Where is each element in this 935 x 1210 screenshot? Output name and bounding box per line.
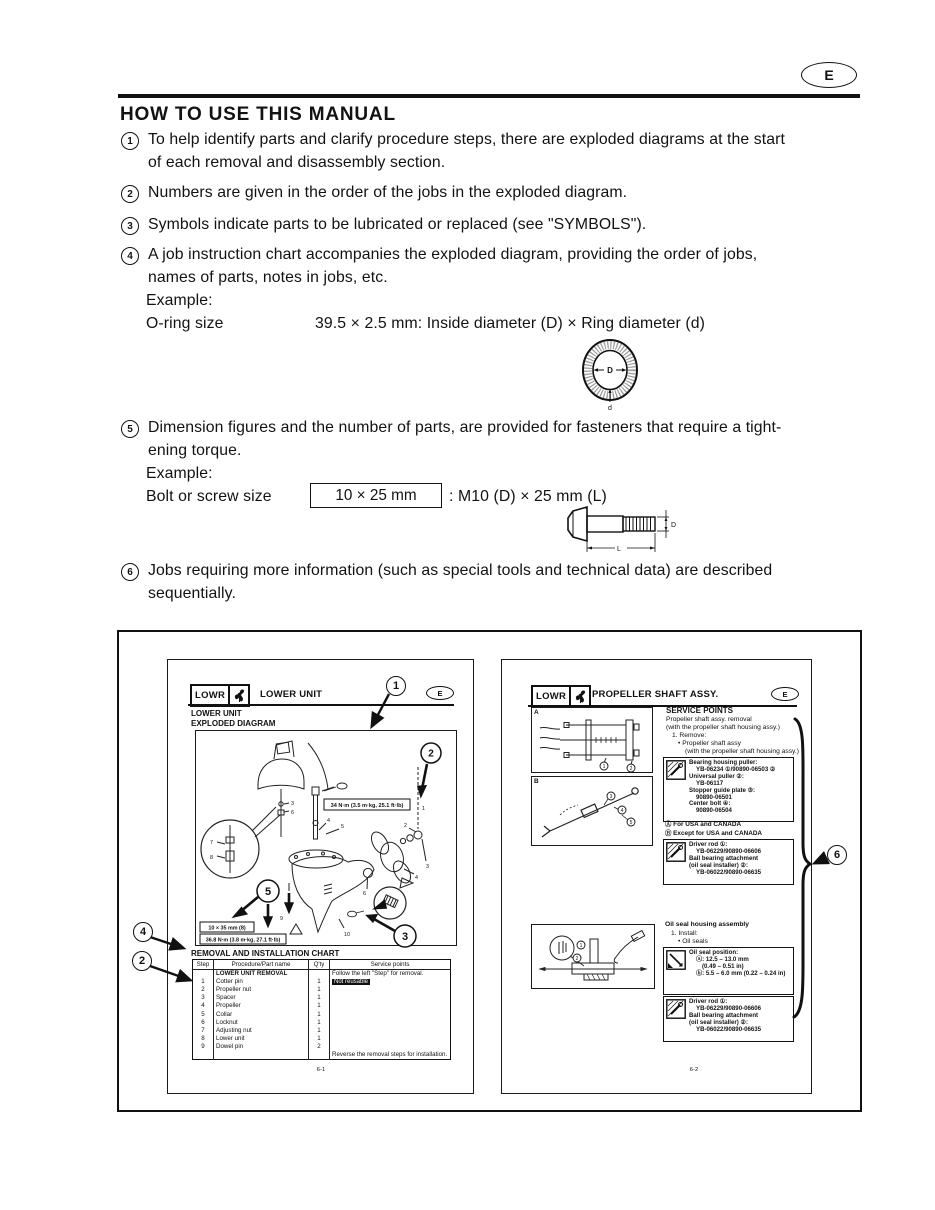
tool-line: YB-06234 ①/90890-06503 ② bbox=[696, 765, 776, 773]
oring-drawing bbox=[578, 335, 642, 411]
tool-line: Center bolt ④: bbox=[689, 800, 731, 808]
item-text-line: To help identify parts and clarify procedure steps, there are exploded diagrams at the start bbox=[148, 131, 786, 148]
callout-number: 6 bbox=[833, 849, 841, 861]
region-note: Ⓑ Except for USA and CANADA bbox=[665, 830, 763, 837]
svg-text:6: 6 bbox=[363, 891, 366, 897]
svg-text:3: 3 bbox=[401, 931, 409, 943]
bolt-spec: : M10 (D) × 25 mm (L) bbox=[449, 488, 607, 505]
exploded-diagram-box bbox=[195, 730, 457, 946]
item-text-line: Symbols indicate parts to be lubricated or replaced (see "SYMBOLS"). bbox=[148, 216, 647, 233]
table-row: 2 Propeller nut 1 bbox=[193, 986, 451, 994]
svg-text:7: 7 bbox=[210, 840, 213, 846]
tool-line: Universal puller ②: bbox=[689, 772, 744, 780]
right-sample-page bbox=[501, 659, 812, 1094]
col-qty: Q'ty bbox=[309, 960, 330, 970]
item-number-badge: 1 bbox=[121, 132, 139, 150]
oring-spec: 39.5 × 2.5 mm: Inside diameter (D) × Ring diameter (d) bbox=[315, 315, 705, 332]
tool-line: YB-06117 bbox=[696, 779, 724, 787]
col-part: Procedure/Part name bbox=[214, 960, 309, 970]
figure-a-label: A bbox=[534, 709, 539, 716]
tool-line: YB-06229/90890-06606 bbox=[696, 1004, 762, 1012]
table-row: 3 Spacer 1 bbox=[193, 994, 451, 1002]
callout-number: 4 bbox=[139, 926, 147, 938]
oil-seal-line: 1. Install: bbox=[671, 930, 698, 937]
special-tool-icon bbox=[666, 760, 686, 780]
oil-seal-housing-drawing bbox=[532, 925, 654, 988]
sample-page-number: 6-1 bbox=[316, 1067, 326, 1073]
figure-c-box bbox=[531, 924, 655, 989]
torque-tag-lower: 36.8 N·m (3.8 m·kg, 27.1 ft·lb) bbox=[205, 937, 281, 944]
item-number-badge: 5 bbox=[121, 420, 139, 438]
table-row: 7 Adjusting nut 1 bbox=[193, 1027, 451, 1035]
svg-text:9: 9 bbox=[280, 916, 283, 922]
special-tool-box bbox=[663, 839, 794, 885]
service-line: (with the propeller shaft housing assy.) bbox=[666, 724, 780, 731]
callout-6 bbox=[827, 845, 847, 865]
sample-page-title: PROPELLER SHAFT ASSY. bbox=[592, 689, 719, 700]
bearing-puller-drawing bbox=[532, 708, 652, 772]
spec-line: (0.49 – 0.51 in) bbox=[702, 962, 744, 970]
svg-text:1: 1 bbox=[602, 764, 606, 770]
oil-seal-line: • Oil seals bbox=[678, 938, 708, 945]
top-rule bbox=[118, 94, 860, 98]
callout-number: 1 bbox=[392, 680, 400, 692]
bolt-item-label: Bolt or screw size bbox=[146, 488, 272, 505]
col-step: Step bbox=[193, 960, 214, 970]
bolt-dim-l-label: L bbox=[617, 546, 621, 553]
section-tab-label: LOWR bbox=[190, 684, 230, 707]
bolt-drawing bbox=[563, 502, 681, 560]
example-label: Example: bbox=[146, 292, 213, 309]
item-number-badge: 6 bbox=[121, 563, 139, 581]
svg-text:2: 2 bbox=[428, 748, 434, 760]
table-row: 4 Propeller 1 bbox=[193, 1002, 451, 1010]
tool-line: YB-06022/90890-06635 bbox=[696, 868, 762, 876]
service-line: (with the propeller shaft housing assy.) bbox=[685, 748, 799, 755]
spec-line: ⓐ: 12.5 – 13.0 mm bbox=[696, 955, 749, 963]
sample-page-title: LOWER UNIT bbox=[260, 689, 323, 700]
service-points-title: SERVICE POINTS bbox=[666, 706, 733, 715]
tool-line: Bearing housing puller: bbox=[689, 759, 758, 766]
service-line: 1. Remove: bbox=[672, 732, 707, 739]
special-tool-box bbox=[663, 996, 794, 1042]
tool-item-numbers bbox=[600, 762, 635, 772]
col-service: Service points bbox=[330, 960, 451, 970]
tool-line: (oil seal installer) ②: bbox=[689, 1018, 748, 1026]
chart-header-row bbox=[193, 960, 451, 970]
measurement-spec-box bbox=[663, 947, 794, 995]
table-row: 1 Cotter pin 1 Not reusable bbox=[193, 978, 451, 986]
tool-line: (oil seal installer) ②: bbox=[689, 861, 748, 869]
tool-line: Ball bearing attachment bbox=[689, 1011, 759, 1019]
svg-text:6: 6 bbox=[291, 810, 294, 816]
tool-line: Driver rod ①: bbox=[689, 841, 728, 848]
page-title: HOW TO USE THIS MANUAL bbox=[120, 104, 396, 125]
figure-a-box bbox=[531, 707, 653, 773]
table-row: 5 Collar 1 bbox=[193, 1010, 451, 1018]
exploded-diagram-drawing bbox=[196, 731, 456, 945]
tool-line: Driver rod ①: bbox=[689, 998, 728, 1005]
instruction-item-3 bbox=[121, 214, 881, 237]
spec-line: Oil seal position: bbox=[689, 949, 739, 956]
oring-item-label: O-ring size bbox=[146, 315, 224, 332]
item-text-line: Dimension figures and the number of parts, are provided for fasteners that require a tight- bbox=[148, 419, 782, 436]
bolt-size-value: 10 × 25 mm bbox=[335, 486, 417, 504]
language-badge-label: E bbox=[824, 67, 834, 83]
figure-b-label: B bbox=[534, 778, 539, 785]
sample-header-rule bbox=[188, 704, 454, 706]
item-text-line: ening torque. bbox=[148, 441, 242, 459]
table-row: 6 Locknut 1 bbox=[193, 1019, 451, 1027]
instruction-item-6 bbox=[121, 560, 881, 605]
bolt-size-box bbox=[310, 483, 442, 508]
measurement-icon bbox=[666, 950, 686, 970]
spec-line: ⓑ: 5.5 – 6.0 mm (0.22 – 0.24 in) bbox=[696, 969, 786, 977]
tool-line: YB-06229/90890-06606 bbox=[696, 847, 762, 855]
item-text-line: of each removal and disassembly section. bbox=[148, 153, 446, 171]
item-text-line: Jobs requiring more information (such as special tools and technical data) are described bbox=[148, 562, 773, 579]
tool-line: YB-06022/90890-06635 bbox=[696, 1025, 762, 1033]
svg-text:2: 2 bbox=[629, 766, 633, 772]
svg-text:3: 3 bbox=[609, 794, 613, 800]
item-text-line: sequentially. bbox=[148, 584, 236, 602]
callout-4 bbox=[133, 922, 153, 942]
svg-text:5: 5 bbox=[629, 820, 633, 826]
region-note: Ⓐ For USA and CANADA bbox=[665, 821, 742, 828]
slide-hammer-drawing bbox=[532, 777, 652, 845]
not-reusable-badge: Not reusable bbox=[334, 979, 369, 986]
service-line: • Propeller shaft assy bbox=[678, 740, 741, 747]
svg-text:1: 1 bbox=[579, 943, 583, 949]
special-tool-icon bbox=[666, 842, 686, 862]
figure-b-box bbox=[531, 776, 653, 846]
tool-line: 90890-06501 bbox=[696, 793, 732, 801]
instruction-item-2 bbox=[121, 182, 881, 205]
item-number-badge: 2 bbox=[121, 185, 139, 203]
item-text-line: names of parts, notes in jobs, etc. bbox=[148, 268, 388, 286]
svg-text:4: 4 bbox=[327, 818, 330, 824]
svg-text:10: 10 bbox=[344, 932, 350, 938]
instruction-item-4 bbox=[121, 244, 881, 289]
bolt-size-tag: 10 × 35 mm (8) bbox=[208, 925, 246, 932]
section-tab-label: LOWR bbox=[531, 685, 571, 708]
svg-text:2: 2 bbox=[575, 956, 579, 962]
left-sample-page bbox=[167, 659, 474, 1094]
special-tool-icon bbox=[666, 999, 686, 1019]
callout-2 bbox=[132, 951, 152, 971]
sample-lang-badge bbox=[426, 686, 454, 700]
tool-item-numbers bbox=[607, 792, 635, 826]
oring-ring-dim-label: d bbox=[608, 405, 612, 411]
instruction-item-1 bbox=[121, 129, 881, 174]
table-row: 9 Dowel pin 2 bbox=[193, 1043, 451, 1051]
svg-text:4: 4 bbox=[620, 808, 624, 814]
item-text-line: Numbers are given in the order of the jobs in the exploded diagram. bbox=[148, 184, 628, 201]
item-number-badge: 3 bbox=[121, 217, 139, 235]
chart-title: REMOVAL AND INSTALLATION CHART bbox=[191, 949, 340, 958]
tool-line: Ball bearing attachment bbox=[689, 854, 759, 862]
svg-text:1: 1 bbox=[422, 806, 425, 812]
sample-page-number: 6-2 bbox=[689, 1067, 699, 1073]
torque-tag-upper: 34 N·m (3.5 m·kg, 25.1 ft·lb) bbox=[330, 803, 404, 809]
oil-seal-title: Oil seal housing assembly bbox=[665, 921, 749, 928]
example-label: Example: bbox=[146, 465, 213, 482]
table-row: LOWER UNIT REMOVAL Follow the left "Step" for removal. bbox=[193, 970, 451, 979]
svg-text:8: 8 bbox=[210, 855, 213, 861]
callout-number: 2 bbox=[138, 955, 146, 967]
svg-text:3: 3 bbox=[426, 864, 429, 870]
oring-inner-dim-label: D bbox=[607, 366, 613, 376]
table-row: Reverse the removal steps for installation. bbox=[193, 1051, 451, 1060]
sample-lang-badge bbox=[771, 687, 799, 701]
tool-line: 90890-06504 bbox=[696, 807, 732, 815]
svg-text:2: 2 bbox=[404, 823, 407, 829]
item-number-badge: 4 bbox=[121, 247, 139, 265]
item-text-line: A job instruction chart accompanies the exploded diagram, providing the order of jobs, bbox=[148, 246, 758, 263]
example-pages-figure bbox=[117, 630, 862, 1112]
callout-1 bbox=[386, 676, 406, 696]
table-row: 8 Lower unit 1 bbox=[193, 1035, 451, 1043]
service-line: Propeller shaft assy. removal bbox=[666, 716, 752, 723]
bolt-diagram bbox=[563, 502, 681, 560]
oring-diagram bbox=[578, 335, 642, 411]
special-tool-box bbox=[663, 757, 794, 822]
svg-text:4: 4 bbox=[415, 875, 418, 881]
instruction-item-5 bbox=[121, 417, 881, 462]
tool-item-numbers bbox=[573, 941, 585, 962]
sample-subtitle: LOWER UNIT bbox=[191, 709, 242, 718]
language-badge bbox=[801, 62, 857, 88]
svg-text:3: 3 bbox=[291, 801, 294, 807]
sample-lang-label: E bbox=[437, 688, 443, 698]
sample-lang-label: E bbox=[782, 689, 788, 699]
removal-installation-chart bbox=[192, 959, 451, 1060]
sample-subtitle: EXPLODED DIAGRAM bbox=[191, 718, 276, 728]
svg-text:5: 5 bbox=[341, 824, 344, 830]
svg-text:5: 5 bbox=[264, 886, 272, 898]
tool-line: Stopper guide plate ③: bbox=[689, 786, 756, 794]
bolt-dim-d-label: D bbox=[671, 522, 677, 529]
